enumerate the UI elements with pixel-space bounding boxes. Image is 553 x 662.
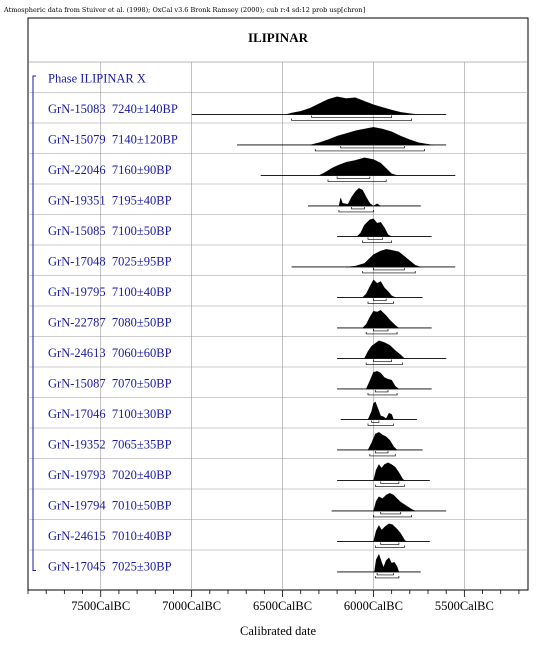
- sample-label: GrN-17046 7100±30BP: [48, 406, 172, 421]
- sample-label: GrN-15087 7070±50BP: [48, 376, 172, 391]
- range-bracket-68: [352, 207, 365, 209]
- tick-label: 5500CalBC: [434, 599, 494, 613]
- sample-label: GrN-15079 7140±120BP: [48, 132, 178, 147]
- sample-row: [48, 493, 446, 517]
- sample-label: GrN-19795 7100±40BP: [48, 284, 172, 299]
- sample-row: [48, 127, 446, 151]
- phase-bracket: [33, 76, 36, 571]
- phase-label: Phase ILIPINAR X: [48, 71, 146, 86]
- sample-row: [48, 554, 421, 578]
- sample-label: GrN-15085 7100±50BP: [48, 223, 172, 238]
- range-bracket-68: [381, 512, 401, 514]
- range-bracket-68: [377, 573, 393, 575]
- chart-title: ILIPINAR: [248, 30, 308, 45]
- tick-label: 6000CalBC: [343, 599, 403, 613]
- range-bracket-68: [337, 176, 370, 178]
- probability-distribution: [374, 463, 405, 481]
- sample-label: GrN-17048 7025±95BP: [48, 254, 172, 269]
- range-bracket-68: [372, 420, 379, 422]
- sample-row: [48, 249, 455, 273]
- sample-row: [48, 280, 423, 304]
- range-bracket-68: [373, 298, 386, 300]
- probability-distribution: [368, 402, 394, 420]
- sample-label: GrN-24615 7010±40BP: [48, 528, 172, 543]
- sample-label: GrN-15083 7240±140BP: [48, 101, 178, 116]
- probability-distribution: [339, 188, 381, 206]
- sample-label: GrN-24613 7060±60BP: [48, 345, 172, 360]
- range-bracket-95: [375, 576, 399, 578]
- header-note: Atmospheric data from Stuiver et al. (1998); OxCal v3.6 Bronk Ramsey (2000); cub r:4 sd:12 prob usp[chron]: [4, 6, 366, 14]
- sample-row: [48, 219, 432, 243]
- range-bracket-68: [375, 451, 388, 453]
- sample-label: GrN-19351 7195±40BP: [48, 193, 172, 208]
- probability-distribution: [363, 310, 399, 328]
- probability-distribution: [310, 127, 434, 145]
- sample-row: [48, 432, 423, 456]
- sample-label: GrN-19793 7020±40BP: [48, 467, 172, 482]
- probability-distribution: [357, 219, 392, 237]
- range-bracket-68: [341, 146, 405, 148]
- x-axis-title: Calibrated date: [239, 624, 317, 638]
- probability-distribution: [374, 554, 399, 572]
- range-bracket-68: [381, 481, 399, 483]
- sample-row: [48, 310, 432, 334]
- sample-label: GrN-22787 7080±50BP: [48, 315, 172, 330]
- range-bracket-95: [315, 149, 424, 151]
- range-bracket-95: [375, 545, 404, 547]
- sample-row: [48, 524, 430, 548]
- range-bracket-95: [366, 332, 397, 334]
- tick-label: 6500CalBC: [253, 599, 313, 613]
- sample-row: [48, 402, 417, 426]
- sample-row: [48, 97, 446, 121]
- probability-distribution: [363, 280, 396, 298]
- range-bracket-95: [363, 240, 392, 242]
- x-axis: [28, 590, 519, 613]
- range-bracket-68: [312, 115, 392, 117]
- tick-label: 7000CalBC: [162, 599, 222, 613]
- probability-distribution: [374, 493, 416, 511]
- probability-distribution: [364, 341, 404, 359]
- range-bracket-95: [339, 210, 374, 212]
- range-bracket-95: [368, 301, 393, 303]
- range-bracket-68: [373, 268, 404, 270]
- sample-rows: [33, 71, 455, 578]
- sample-label: GrN-17045 7025±30BP: [48, 559, 172, 574]
- tick-label: 7500CalBC: [71, 599, 131, 613]
- range-bracket-68: [368, 237, 383, 239]
- probability-distribution: [374, 524, 407, 542]
- probability-distribution: [319, 158, 397, 176]
- range-bracket-68: [375, 390, 388, 392]
- range-bracket-95: [366, 362, 402, 364]
- range-bracket-95: [368, 393, 397, 395]
- sample-row: [48, 188, 421, 212]
- range-bracket-95: [363, 271, 416, 273]
- sample-label: GrN-22046 7160±90BP: [48, 162, 172, 177]
- range-bracket-68: [373, 329, 388, 331]
- range-bracket-95: [328, 179, 386, 181]
- range-bracket-95: [368, 423, 393, 425]
- range-bracket-95: [373, 515, 411, 517]
- sample-row: [48, 341, 446, 365]
- range-bracket-68: [381, 542, 399, 544]
- sample-row: [48, 463, 430, 487]
- sample-row: [48, 158, 455, 182]
- probability-distribution: [346, 249, 421, 267]
- range-bracket-95: [292, 118, 412, 120]
- probability-distribution: [368, 432, 397, 450]
- range-bracket-95: [375, 484, 404, 486]
- probability-distribution: [286, 97, 417, 115]
- sample-label: GrN-19352 7065±35BP: [48, 437, 172, 452]
- sample-row: [48, 371, 432, 395]
- probability-distribution: [366, 371, 399, 389]
- range-bracket-68: [373, 359, 391, 361]
- sample-label: GrN-19794 7010±50BP: [48, 498, 172, 513]
